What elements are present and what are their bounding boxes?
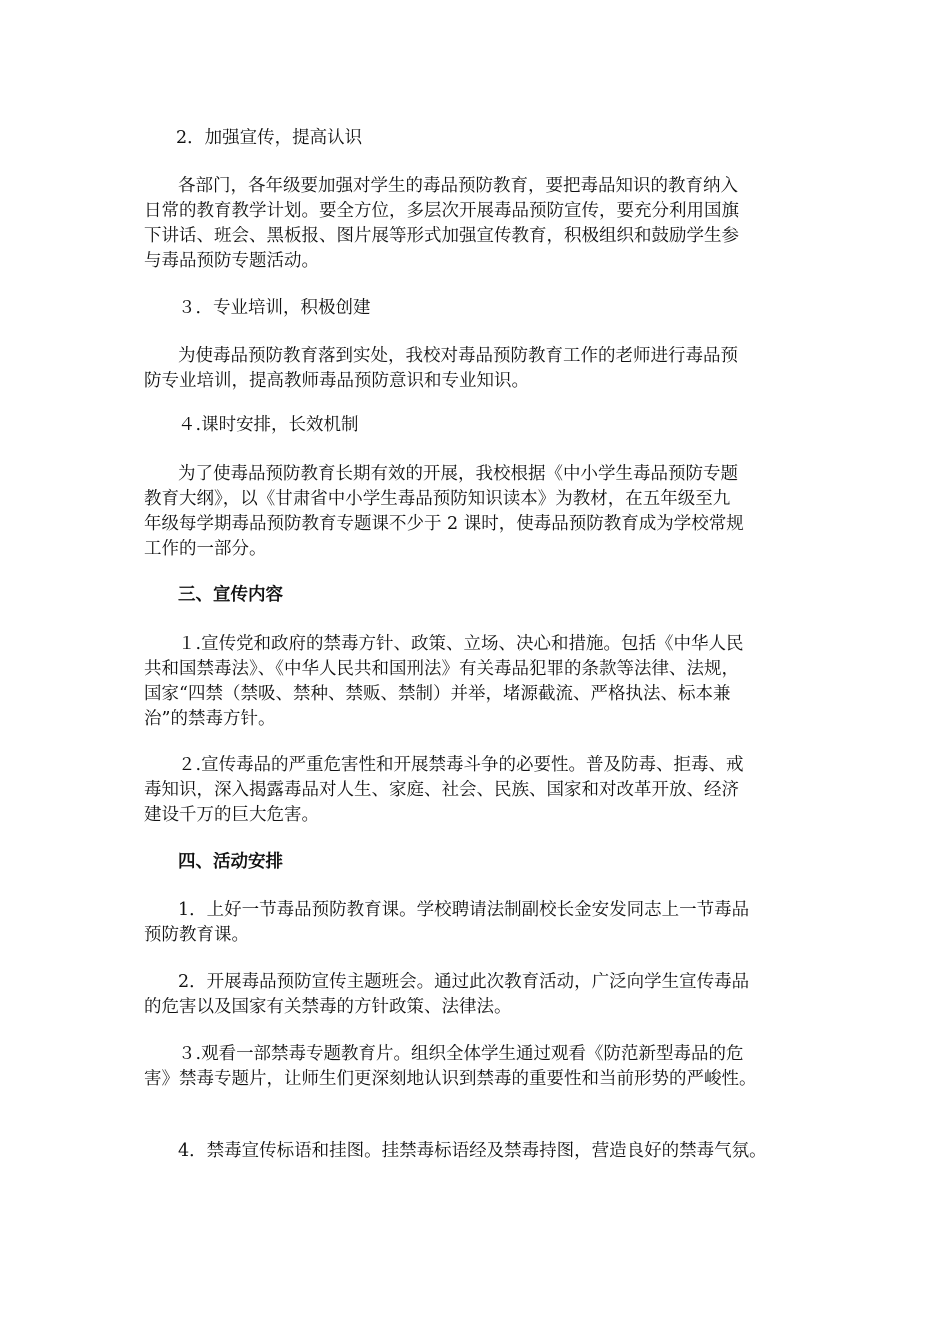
- text-line: 三、宣传内容: [178, 585, 283, 605]
- text-line: 共和国禁毒法》、《中华人民共和国刑法》有关毒品犯罪的条款等法律、法规，: [144, 659, 739, 679]
- text-line: 1．上好一节毒品预防教育课。学校聘请法制副校长金安发同志上一节毒品: [178, 900, 750, 920]
- text-line: 害》禁毒专题片，让师生们更深刻地认识到禁毒的重要性和当前形势的严峻性。: [144, 1069, 757, 1089]
- paragraph-activity-1: [144, 898, 824, 948]
- text-line: 年级每学期毒品预防教育专题课不少于 2 课时，使毒品预防教育成为学校常规: [144, 514, 744, 534]
- text-line: １.宣传党和政府的禁毒方针、政策、立场、决心和措施。包括《中华人民: [178, 634, 744, 654]
- paragraph-content-2: [144, 753, 824, 828]
- subheading-3: [144, 296, 824, 321]
- text-line: 四、活动安排: [178, 852, 283, 872]
- paragraph-activity-3: [144, 1042, 824, 1092]
- text-line: 工作的一部分。: [144, 539, 267, 559]
- text-line: ３.观看一部禁毒专题教育片。组织全体学生通过观看《防范新型毒品的危: [178, 1044, 744, 1064]
- text-line: 2．开展毒品预防宣传主题班会。通过此次教育活动，广泛向学生宣传毒品: [178, 972, 750, 992]
- paragraph-activity-4: [144, 1139, 824, 1164]
- paragraph-schedule: [144, 462, 824, 562]
- text-line: 预防教育课。: [144, 925, 249, 945]
- subheading-4: [144, 413, 824, 438]
- text-line: 4．禁毒宣传标语和挂图。挂禁毒标语经及禁毒持图，营造良好的禁毒气氛。: [178, 1141, 767, 1161]
- text-line: 各部门，各年级要加强对学生的毒品预防教育，要把毒品知识的教育纳入: [178, 176, 738, 196]
- paragraph-training: [144, 344, 824, 394]
- text-line: 为使毒品预防教育落到实处，我校对毒品预防教育工作的老师进行毒品预: [178, 346, 738, 366]
- text-line: 下讲话、班会、黑板报、图片展等形式加强宣传教育，积极组织和鼓励学生参: [144, 226, 739, 246]
- text-line: 与毒品预防专题活动。: [144, 251, 319, 271]
- text-line: ２.宣传毒品的严重危害性和开展禁毒斗争的必要性。普及防毒、拒毒、戒: [178, 755, 744, 775]
- subheading-2: [144, 126, 824, 151]
- text-line: ４.课时安排，长效机制: [178, 415, 359, 435]
- text-line: 治”的禁毒方针。: [144, 709, 276, 729]
- section-heading-4: [144, 850, 824, 875]
- text-line: 的危害以及国家有关禁毒的方针政策、法律法。: [144, 997, 512, 1017]
- text-line: 2．加强宣传，提高认识: [176, 128, 363, 148]
- paragraph-activity-2: [144, 970, 824, 1020]
- section-heading-3: [144, 583, 824, 608]
- text-line: 为了使毒品预防教育长期有效的开展，我校根据《中小学生毒品预防专题: [178, 464, 738, 484]
- text-line: 建设千万的巨大危害。: [144, 805, 319, 825]
- text-line: 日常的教育教学计划。要全方位，多层次开展毒品预防宣传，要充分利用国旗: [144, 201, 739, 221]
- text-line: 国家“四禁（禁吸、禁种、禁贩、禁制）并举，堵源截流、严格执法、标本兼: [144, 684, 731, 704]
- text-line: ３．专业培训，积极创建: [178, 298, 371, 318]
- text-line: 教育大纲》，以《甘肃省中小学生毒品预防知识读本》为教材，在五年级至九: [144, 489, 731, 509]
- text-line: 毒知识，深入揭露毒品对人生、家庭、社会、民族、国家和对改革开放、经济: [144, 780, 739, 800]
- text-line: 防专业培训，提高教师毒品预防意识和专业知识。: [144, 371, 529, 391]
- paragraph-publicity: [144, 174, 824, 274]
- paragraph-content-1: [144, 632, 824, 732]
